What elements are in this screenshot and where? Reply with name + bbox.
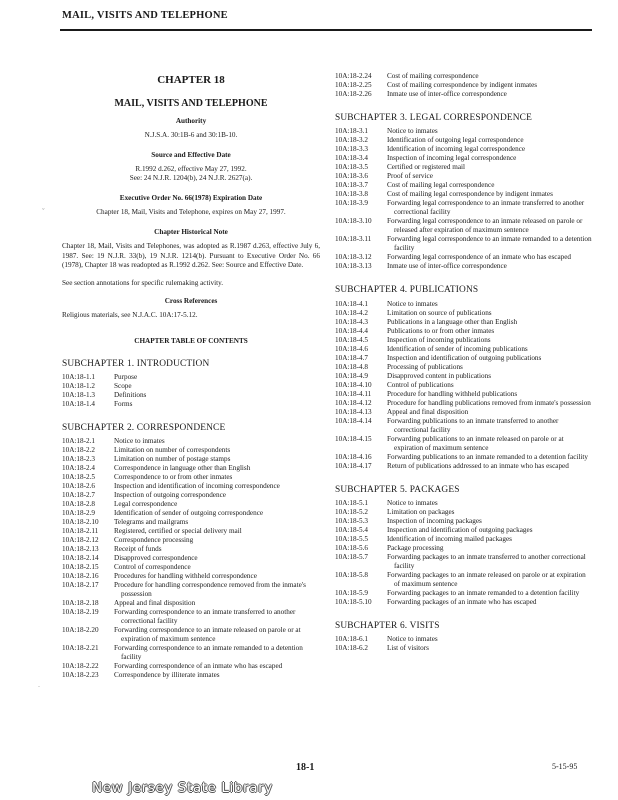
- cross-references-heading: Cross References: [164, 297, 218, 306]
- toc-entry: [62, 437, 320, 446]
- toc-entry: [335, 154, 593, 163]
- subchapter-entries: [62, 437, 320, 680]
- toc-entry-number: 10A:18-2.1: [62, 437, 95, 446]
- page-number: 18-1: [296, 762, 315, 773]
- toc-entry-number: 10A:18-5.10: [335, 598, 372, 607]
- toc-entry-number: 10A:18-2.19: [62, 608, 99, 617]
- toc-entry: [62, 626, 320, 644]
- toc-entry-number: 10A:18-5.7: [335, 553, 368, 562]
- toc-entry-title: Forwarding legal correspondence to an inmate remanded to a detention facility: [387, 235, 592, 253]
- toc-entry: [335, 145, 593, 154]
- toc-entry-number: 10A:18-4.14: [335, 416, 372, 425]
- subchapter-heading: SUBCHAPTER 4. PUBLICATIONS: [335, 285, 479, 296]
- toc-entry-number: 10A:18-2.6: [62, 482, 95, 491]
- toc-entry-title: Inspection and identification of outgoing packages: [387, 526, 533, 535]
- toc-entry-number: 10A:18-6.1: [335, 635, 368, 644]
- toc-entry: [335, 253, 593, 262]
- toc-entry-title: Correspondence to or from other inmates: [114, 473, 233, 482]
- toc-entry-title: Forwarding publications to an inmate transferred to another correctional facility: [387, 416, 559, 434]
- chapter-number: CHAPTER 18: [157, 74, 225, 86]
- page-date: 5-15-95: [552, 762, 578, 771]
- toc-entry: [62, 482, 320, 491]
- toc-heading: CHAPTER TABLE OF CONTENTS: [134, 336, 248, 345]
- toc-entry: [62, 563, 320, 572]
- toc-entry: [62, 491, 320, 500]
- toc-entry: [335, 417, 593, 435]
- scan-speck: .: [38, 680, 40, 689]
- running-header: MAIL, VISITS AND TELEPHONE: [62, 10, 228, 21]
- toc-entry-title: Forwarding legal correspondence of an inmate who has escaped: [387, 253, 572, 262]
- toc-entry-number: 10A:18-1.3: [62, 391, 95, 400]
- toc-entry: [335, 381, 593, 390]
- toc-entry-number: 10A:18-2.3: [62, 455, 95, 464]
- toc-entry-number: 10A:18-3.5: [335, 163, 368, 172]
- subchapter-heading: SUBCHAPTER 1. INTRODUCTION: [62, 358, 210, 369]
- toc-entry-title: Return of publications addressed to an inmate who has escaped: [387, 461, 569, 470]
- history-heading: Chapter Historical Note: [154, 227, 228, 236]
- toc-entry-title: Forwarding correspondence to an inmate transferred to another correctional facility: [114, 608, 296, 626]
- subchapter-entries: [335, 635, 593, 653]
- toc-entry-number: 10A:18-3.3: [335, 145, 368, 154]
- toc-entry-title: Forwarding packages to an inmate remanded to a detention facility: [387, 589, 580, 598]
- toc-entry: [335, 163, 593, 172]
- toc-entry: [62, 671, 320, 680]
- history-extra: See section annotations for specific rulemaking activity.: [62, 279, 224, 288]
- toc-entry: [62, 509, 320, 518]
- toc-entry: [335, 318, 593, 327]
- toc-entry: [62, 662, 320, 671]
- source-heading: Source and Effective Date: [151, 150, 231, 159]
- toc-entry: [62, 500, 320, 509]
- toc-entry-number: 10A:18-2.24: [335, 72, 372, 80]
- toc-entry-number: 10A:18-2.23: [62, 671, 99, 680]
- toc-entry-title: Proof of service: [387, 172, 433, 181]
- toc-entry-title: Scope: [114, 382, 132, 391]
- toc-entry-number: 10A:18-5.4: [335, 526, 368, 535]
- left-column: [62, 74, 320, 744]
- toc-entry: [335, 462, 593, 471]
- toc-entry-number: 10A:18-4.3: [335, 317, 368, 326]
- toc-entry-title: Inspection of outgoing correspondence: [114, 491, 226, 500]
- toc-entry: [335, 408, 593, 417]
- exec-order-text: Chapter 18, Mail, Visits and Telephone, expires on May 27, 1997.: [96, 208, 286, 217]
- toc-entry-number: 10A:18-2.12: [62, 536, 99, 545]
- toc-entry: [335, 526, 593, 535]
- toc-entry-title: Procedures for handling withheld correspondence: [114, 572, 257, 581]
- toc-entry: [62, 455, 320, 464]
- toc-entry-title: Limitation on number of postage stamps: [114, 455, 231, 464]
- toc-entry: [335, 262, 593, 271]
- toc-entry: [335, 535, 593, 544]
- toc-entry-number: 10A:18-1.4: [62, 400, 95, 409]
- toc-entry: [335, 300, 593, 309]
- toc-entry-number: 10A:18-4.13: [335, 407, 372, 416]
- toc-entry: [335, 553, 593, 571]
- header-rule: [60, 29, 592, 31]
- toc-entry-title: Notice to inmates: [387, 299, 438, 308]
- toc-entry-number: 10A:18-5.6: [335, 544, 368, 553]
- toc-entry-number: 10A:18-5.2: [335, 508, 368, 517]
- toc-entry-number: 10A:18-2.15: [62, 563, 99, 572]
- toc-entry-number: 10A:18-4.16: [335, 452, 372, 461]
- chapter-name: MAIL, VISITS AND TELEPHONE: [114, 98, 268, 109]
- toc-entry-title: Procedure for handling correspondence removed from the inmate's possession: [114, 581, 306, 599]
- right-subchapters: [335, 113, 593, 653]
- toc-entry: [335, 345, 593, 354]
- source-line-2: See: 24 N.J.R. 1204(b), 24 N.J.R. 2627(a).: [129, 174, 253, 183]
- toc-entry-title: Inmate use of inter-office correspondence: [387, 262, 507, 271]
- toc-entry: [62, 473, 320, 482]
- toc-entry-number: 10A:18-2.10: [62, 518, 99, 527]
- toc-entry: [335, 309, 593, 318]
- toc-entry-title: Cost of mailing correspondence by indigent inmates: [387, 81, 538, 89]
- toc-entry-title: Cost of mailing correspondence: [387, 72, 479, 80]
- toc-entry: [335, 336, 593, 345]
- toc-entry: [335, 199, 593, 217]
- toc-entry-number: 10A:18-5.9: [335, 589, 368, 598]
- toc-entry-title: Identification of outgoing legal correspondence: [387, 136, 524, 145]
- toc-entry-title: Forwarding correspondence to an inmate released on parole or at expiration of maximum sentence: [114, 626, 301, 644]
- toc-entry-number: 10A:18-2.9: [62, 509, 95, 518]
- right-column: [335, 72, 593, 762]
- subchapter-entries: [335, 127, 593, 271]
- toc-entry-number: 10A:18-2.20: [62, 626, 99, 635]
- toc-entry: [62, 545, 320, 554]
- toc-entry-title: Appeal and final disposition: [114, 599, 196, 608]
- toc-entry-title: Disapproved content in publications: [387, 371, 491, 380]
- toc-entry-number: 10A:18-3.8: [335, 190, 368, 199]
- authority-heading: Authority: [175, 117, 207, 125]
- toc-entry-number: 10A:18-4.17: [335, 461, 372, 470]
- toc-entry-number: 10A:18-3.7: [335, 181, 368, 190]
- toc-entry: [335, 327, 593, 336]
- toc-entry: [335, 363, 593, 372]
- toc-entry: [335, 499, 593, 508]
- toc-entry: [62, 536, 320, 545]
- toc-entry-number: 10A:18-4.7: [335, 353, 368, 362]
- toc-entry-number: 10A:18-2.5: [62, 473, 95, 482]
- toc-entry-title: Procedure for handling publications removed from inmate's possession: [387, 398, 591, 407]
- toc-entry-title: Publications in a language other than English: [387, 317, 518, 326]
- toc-entry-title: List of visitors: [387, 644, 429, 653]
- toc-entry: [335, 390, 593, 399]
- toc-entry-title: Identification of sender of outgoing correspondence: [114, 509, 264, 518]
- toc-entry-number: 10A:18-4.11: [335, 389, 372, 398]
- authority-text: N.J.S.A. 30:1B-6 and 30:1B-10.: [144, 131, 238, 139]
- toc-entry-number: 10A:18-5.8: [335, 571, 368, 580]
- toc-entry-title: Certified or registered mail: [387, 163, 466, 172]
- library-stamp: New Jersey State Library: [92, 780, 273, 796]
- subchapter-heading: SUBCHAPTER 2. CORRESPONDENCE: [62, 423, 226, 434]
- history-text: Chapter 18, Mail, Visits and Telephones, was adopted as R.1987 d.263, effective July 6, 1987. See: 19 N.J.R. 33(b), 19 N.J.R. 1214(b). Pursuant to Executive Order No. 66 (1978), Chapter 18 was readopted as R.1992 d.262. See: Source and Effective Date.: [62, 241, 320, 270]
- toc-entry-number: 10A:18-3.10: [335, 217, 372, 226]
- toc-entry-title: Forwarding publications to an inmate released on parole or at expiration of maximum sentence: [387, 434, 564, 452]
- toc-entry-number: 10A:18-2.13: [62, 545, 99, 554]
- toc-entry-title: Control of publications: [387, 380, 454, 389]
- toc-entry-title: Notice to inmates: [387, 635, 438, 644]
- toc-entry-title: Correspondence in language other than English: [114, 464, 251, 473]
- toc-entry-title: Inmate use of inter-office correspondence: [387, 90, 507, 98]
- toc-entry-title: Correspondence by illiterate inmates: [114, 671, 220, 680]
- toc-entry: [62, 391, 320, 400]
- toc-entry-number: 10A:18-3.4: [335, 154, 368, 163]
- cross-references-text: Religious materials, see N.J.A.C. 10A:17-5.12.: [62, 311, 198, 320]
- toc-entry-number: 10A:18-4.5: [335, 335, 368, 344]
- toc-entry-number: 10A:18-2.21: [62, 644, 99, 653]
- toc-entry-number: 10A:18-3.2: [335, 136, 368, 145]
- toc-entry-number: 10A:18-4.4: [335, 326, 368, 335]
- toc-entry-number: 10A:18-4.15: [335, 434, 372, 443]
- toc-entry-title: Inspection and identification of incoming correspondence: [114, 482, 280, 491]
- toc-entry-title: Processing of publications: [387, 362, 463, 371]
- source-text: [62, 165, 320, 184]
- subchapter-entries: [335, 300, 593, 471]
- toc-entry-title: Notice to inmates: [387, 499, 438, 508]
- toc-entry-title: Control of correspondence: [114, 563, 191, 572]
- toc-entry: [335, 354, 593, 363]
- toc-entry-title: Correspondence processing: [114, 536, 194, 545]
- toc-entry-title: Forwarding publications to an inmate remanded to a detention facility: [387, 452, 588, 461]
- toc-entry-number: 10A:18-2.11: [62, 527, 99, 536]
- toc-entry-number: 10A:18-2.17: [62, 581, 99, 590]
- toc-entry-number: 10A:18-4.2: [335, 308, 368, 317]
- toc-entry: [335, 172, 593, 181]
- toc-entry-title: Cost of mailing legal correspondence by indigent inmates: [387, 190, 553, 199]
- toc-entry: [335, 72, 593, 81]
- toc-entry-number: 10A:18-4.12: [335, 398, 372, 407]
- toc-entry: [62, 644, 320, 662]
- toc-entry: [335, 435, 593, 453]
- toc-entry-title: Forwarding packages to an inmate released on parole or at expiration of maximum sentence: [387, 571, 586, 589]
- toc-entry: [335, 544, 593, 553]
- toc-entry: [62, 608, 320, 626]
- toc-entry-title: Forwarding correspondence to an inmate remanded to a detention facility: [114, 644, 303, 662]
- toc-entry-title: Receipt of funds: [114, 545, 162, 554]
- toc-entry-number: 10A:18-3.11: [335, 235, 372, 244]
- continued-entries: [335, 72, 593, 99]
- subchapter-heading: SUBCHAPTER 5. PACKAGES: [335, 484, 460, 495]
- toc-entry-title: Inspection of incoming packages: [387, 517, 482, 526]
- toc-entry-title: Forwarding packages of an inmate who has escaped: [387, 598, 537, 607]
- toc-entry-title: Registered, certified or special delivery mail: [114, 527, 242, 536]
- toc-entry-title: Notice to inmates: [114, 437, 165, 446]
- toc-entry-number: 10A:18-4.6: [335, 344, 368, 353]
- toc-entry: [62, 572, 320, 581]
- toc-entry-number: 10A:18-3.13: [335, 262, 372, 271]
- toc-entry-title: Disapproved correspondence: [114, 554, 198, 563]
- toc-entry-title: Forwarding packages to an inmate transferred to another correctional facility: [387, 553, 586, 571]
- toc-entry-number: 10A:18-4.1: [335, 299, 368, 308]
- toc-entry-number: 10A:18-2.18: [62, 599, 99, 608]
- toc-entry-number: 10A:18-2.2: [62, 446, 95, 455]
- toc-entry: [62, 446, 320, 455]
- toc-entry: [335, 399, 593, 408]
- toc-entry-title: Identification of sender of incoming publications: [387, 344, 528, 353]
- toc-entry-number: 10A:18-2.22: [62, 662, 99, 671]
- toc-entry-number: 10A:18-3.6: [335, 172, 368, 181]
- toc-entry-title: Definitions: [114, 391, 147, 400]
- toc-entry-title: Inspection of incoming legal correspondence: [387, 154, 517, 163]
- toc-entry: [335, 598, 593, 607]
- subchapter-entries: [335, 499, 593, 607]
- toc-entry-number: 10A:18-2.16: [62, 572, 99, 581]
- toc-entry-number: 10A:18-3.1: [335, 127, 368, 136]
- toc-entry-title: Procedure for handling withheld publications: [387, 389, 518, 398]
- toc-entry-number: 10A:18-2.26: [335, 90, 372, 98]
- subchapter-entries: [62, 373, 320, 409]
- toc-entry: [62, 581, 320, 599]
- toc-entry-number: 10A:18-5.5: [335, 535, 368, 544]
- toc-entry: [335, 190, 593, 199]
- toc-entry-title: Telegrams and mailgrams: [114, 518, 189, 527]
- toc-entry-number: 10A:18-4.10: [335, 380, 372, 389]
- toc-entry: [335, 181, 593, 190]
- source-line-1: R.1992 d.262, effective May 27, 1992.: [135, 164, 247, 173]
- toc-entry-number: 10A:18-4.8: [335, 362, 368, 371]
- toc-entry: [335, 90, 593, 99]
- toc-entry-number: 10A:18-2.25: [335, 81, 372, 89]
- toc-entry: [62, 464, 320, 473]
- toc-entry-title: Purpose: [114, 373, 138, 382]
- toc-entry-title: Forwarding correspondence of an inmate who has escaped: [114, 662, 283, 671]
- left-subchapters: [62, 359, 320, 681]
- toc-entry: [62, 554, 320, 563]
- subchapter-heading: SUBCHAPTER 3. LEGAL CORRESPONDENCE: [335, 113, 532, 123]
- toc-entry: [335, 136, 593, 145]
- toc-entry: [335, 453, 593, 462]
- toc-entry: [335, 589, 593, 598]
- toc-entry-number: 10A:18-6.2: [335, 644, 368, 653]
- toc-entry: [335, 517, 593, 526]
- toc-entry-number: 10A:18-5.3: [335, 517, 368, 526]
- toc-entry: [62, 373, 320, 382]
- toc-entry: [62, 518, 320, 527]
- toc-entry: [335, 127, 593, 136]
- toc-entry: [335, 571, 593, 589]
- toc-entry: [335, 217, 593, 235]
- toc-entry: [335, 644, 593, 653]
- toc-entry-title: Limitation on source of publications: [387, 308, 492, 317]
- toc-entry-title: Appeal and final disposition: [387, 407, 469, 416]
- toc-entry-number: 10A:18-2.4: [62, 464, 95, 473]
- toc-entry-title: Limitation on packages: [387, 508, 455, 517]
- exec-order-heading: Executive Order No. 66(1978) Expiration Date: [119, 194, 263, 203]
- toc-entry-title: Identification of incoming mailed packages: [387, 535, 512, 544]
- toc-entry: [62, 400, 320, 409]
- toc-entry-number: 10A:18-5.1: [335, 499, 368, 508]
- toc-entry-number: 10A:18-2.8: [62, 500, 95, 509]
- toc-entry-number: 10A:18-3.12: [335, 253, 372, 262]
- toc-entry: [335, 635, 593, 644]
- toc-entry-number: 10A:18-1.2: [62, 382, 95, 391]
- toc-entry: [62, 527, 320, 536]
- toc-entry: [62, 599, 320, 608]
- toc-entry-number: 10A:18-2.14: [62, 554, 99, 563]
- toc-entry-title: Limitation on number of correspondents: [114, 446, 231, 455]
- toc-entry-title: Cost of mailing legal correspondence: [387, 181, 495, 190]
- toc-entry: [62, 382, 320, 391]
- toc-entry-title: Notice to inmates: [387, 127, 438, 136]
- toc-entry-title: Forms: [114, 400, 133, 409]
- toc-entry-number: 10A:18-4.9: [335, 371, 368, 380]
- toc-entry-title: Forwarding legal correspondence to an inmate transferred to another correctional facility: [387, 199, 585, 217]
- toc-entry-title: Identification of incoming legal correspondence: [387, 145, 526, 154]
- toc-entry-title: Legal correspondence: [114, 500, 178, 509]
- toc-entry: [335, 81, 593, 90]
- toc-entry-title: Inspection of incoming publications: [387, 335, 491, 344]
- toc-entry-number: 10A:18-3.9: [335, 199, 368, 208]
- toc-entry: [335, 235, 593, 253]
- toc-entry-title: Publications to or from other inmates: [387, 326, 495, 335]
- toc-entry: [335, 372, 593, 381]
- toc-entry-title: Forwarding legal correspondence to an inmate released on parole or released after expiration of maximum sentence: [387, 217, 583, 235]
- toc-entry: [335, 508, 593, 517]
- scan-speck: ˇ: [42, 207, 45, 216]
- toc-entry-number: 10A:18-1.1: [62, 373, 95, 382]
- toc-entry-title: Inspection and identification of outgoing publications: [387, 353, 542, 362]
- toc-entry-title: Package processing: [387, 544, 444, 553]
- subchapter-heading: SUBCHAPTER 6. VISITS: [335, 621, 440, 632]
- toc-entry-number: 10A:18-2.7: [62, 491, 95, 500]
